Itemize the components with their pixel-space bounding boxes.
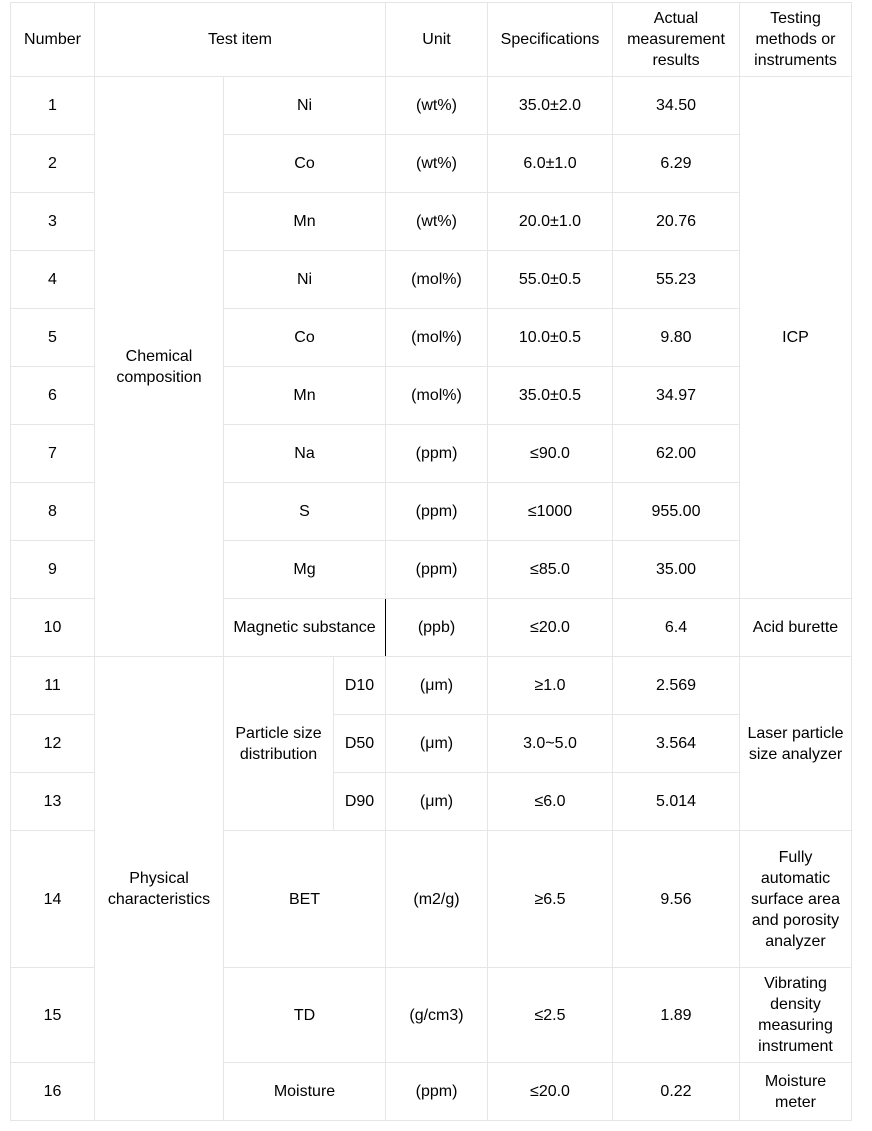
- row-number: 14: [11, 831, 95, 968]
- unit-cell: (μm): [386, 715, 488, 773]
- row-number: 5: [11, 309, 95, 367]
- spec-cell: ≥6.5: [488, 831, 613, 968]
- table-row: [11, 657, 852, 715]
- unit-cell: (m2/g): [386, 831, 488, 968]
- actual-cell: 34.97: [613, 367, 740, 425]
- spec-cell: 35.0±2.0: [488, 77, 613, 135]
- actual-cell: 20.76: [613, 193, 740, 251]
- actual-cell: 6.29: [613, 135, 740, 193]
- unit-cell: (mol%): [386, 309, 488, 367]
- unit-cell: (mol%): [386, 367, 488, 425]
- actual-cell: 2.569: [613, 657, 740, 715]
- header-number: Number: [11, 3, 95, 77]
- row-number: 6: [11, 367, 95, 425]
- test-item: Magnetic substance: [224, 599, 386, 657]
- unit-cell: (ppb): [386, 599, 488, 657]
- method-vibrating-density: Vibrating density measuring instrument: [740, 968, 852, 1063]
- header-unit: Unit: [386, 3, 488, 77]
- test-item: Mg: [224, 541, 386, 599]
- row-number: 16: [11, 1063, 95, 1121]
- spec-cell: ≤2.5: [488, 968, 613, 1063]
- test-item: Ni: [224, 251, 386, 309]
- unit-cell: (ppm): [386, 483, 488, 541]
- test-item: Mn: [224, 193, 386, 251]
- test-item: D50: [334, 715, 386, 773]
- test-item: D90: [334, 773, 386, 831]
- test-item: S: [224, 483, 386, 541]
- spec-cell: 6.0±1.0: [488, 135, 613, 193]
- test-item: BET: [224, 831, 386, 968]
- actual-cell: 9.56: [613, 831, 740, 968]
- test-item: TD: [224, 968, 386, 1063]
- spec-cell: 20.0±1.0: [488, 193, 613, 251]
- method-bet-analyzer: Fully automatic surface area and porosity analyzer: [740, 831, 852, 968]
- test-item: Na: [224, 425, 386, 483]
- method-acid-burette: Acid burette: [740, 599, 852, 657]
- spec-cell: ≤1000: [488, 483, 613, 541]
- spec-cell: 3.0~5.0: [488, 715, 613, 773]
- table-row: [11, 77, 852, 135]
- spec-cell: ≤6.0: [488, 773, 613, 831]
- actual-cell: 0.22: [613, 1063, 740, 1121]
- header-testing-methods: Testing methods or instruments: [740, 3, 852, 77]
- spec-cell: ≤85.0: [488, 541, 613, 599]
- spec-cell: ≥1.0: [488, 657, 613, 715]
- unit-cell: (wt%): [386, 193, 488, 251]
- actual-cell: 55.23: [613, 251, 740, 309]
- row-number: 10: [11, 599, 95, 657]
- test-item: Co: [224, 309, 386, 367]
- spec-cell: ≤20.0: [488, 1063, 613, 1121]
- method-laser-analyzer: Laser particle size analyzer: [740, 657, 852, 831]
- row-number: 13: [11, 773, 95, 831]
- actual-cell: 5.014: [613, 773, 740, 831]
- row-number: 15: [11, 968, 95, 1063]
- unit-cell: (g/cm3): [386, 968, 488, 1063]
- actual-cell: 34.50: [613, 77, 740, 135]
- unit-cell: (wt%): [386, 77, 488, 135]
- row-number: 9: [11, 541, 95, 599]
- actual-cell: 3.564: [613, 715, 740, 773]
- header-row: [11, 3, 852, 77]
- actual-cell: 1.89: [613, 968, 740, 1063]
- unit-cell: (ppm): [386, 541, 488, 599]
- test-report-table: [10, 2, 852, 1121]
- method-icp: ICP: [740, 77, 852, 599]
- group-physical-characteristics: Physical characteristics: [95, 657, 224, 1121]
- actual-cell: 955.00: [613, 483, 740, 541]
- row-number: 11: [11, 657, 95, 715]
- header-test-item: Test item: [95, 3, 386, 77]
- group-particle-size-distribution: Particle size distribution: [224, 657, 334, 831]
- test-item: Mn: [224, 367, 386, 425]
- spec-cell: ≤20.0: [488, 599, 613, 657]
- spec-cell: ≤90.0: [488, 425, 613, 483]
- spec-cell: 35.0±0.5: [488, 367, 613, 425]
- test-item: Moisture: [224, 1063, 386, 1121]
- row-number: 2: [11, 135, 95, 193]
- header-actual-results: Actual measurement results: [613, 3, 740, 77]
- unit-cell: (μm): [386, 773, 488, 831]
- row-number: 7: [11, 425, 95, 483]
- unit-cell: (mol%): [386, 251, 488, 309]
- group-chemical-composition: Chemical composition: [95, 77, 224, 657]
- test-item: Co: [224, 135, 386, 193]
- unit-cell: (μm): [386, 657, 488, 715]
- row-number: 4: [11, 251, 95, 309]
- row-number: 8: [11, 483, 95, 541]
- header-specifications: Specifications: [488, 3, 613, 77]
- spec-cell: 10.0±0.5: [488, 309, 613, 367]
- row-number: 3: [11, 193, 95, 251]
- actual-cell: 35.00: [613, 541, 740, 599]
- actual-cell: 62.00: [613, 425, 740, 483]
- unit-cell: (ppm): [386, 1063, 488, 1121]
- test-item: Ni: [224, 77, 386, 135]
- actual-cell: 9.80: [613, 309, 740, 367]
- row-number: 1: [11, 77, 95, 135]
- unit-cell: (wt%): [386, 135, 488, 193]
- spec-cell: 55.0±0.5: [488, 251, 613, 309]
- actual-cell: 6.4: [613, 599, 740, 657]
- method-moisture-meter: Moisture meter: [740, 1063, 852, 1121]
- test-item: D10: [334, 657, 386, 715]
- row-number: 12: [11, 715, 95, 773]
- unit-cell: (ppm): [386, 425, 488, 483]
